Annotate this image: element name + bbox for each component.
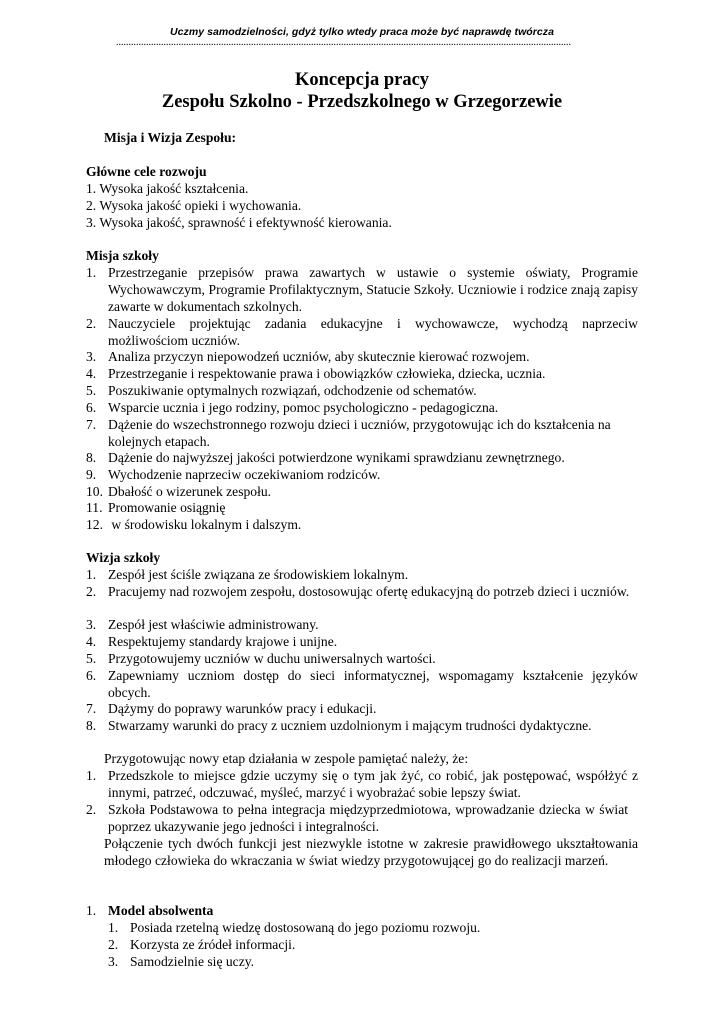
item-number: 5. — [86, 383, 97, 398]
goals-heading: Główne cele rozwoju — [86, 164, 207, 179]
item-number: 12. — [86, 517, 103, 532]
item-number: 1. — [86, 265, 97, 280]
item-text: Promowanie osiągnię — [108, 500, 226, 515]
item-number: 3. — [108, 954, 119, 969]
item-text: Nauczyciele projektując zadania edukacyjne i wychowawcze, wychodzą naprzeciw możliwościom uczniów. — [108, 316, 638, 348]
item-text: Poszukiwanie optymalnych rozwiązań, odchodzenie od schematów. — [108, 383, 477, 398]
item-text: Przestrzeganie przepisów prawa zawartych w ustawie o systemie oświaty, Programie Wychowawczym, Programie Profilaktycznym, Statucie Szkoły. Uczniowie i rodzice znają zapisy zawarte w dokumentach szkolnych. — [108, 265, 638, 314]
item-number: 6. — [86, 668, 97, 683]
new-stage-intro: Przygotowując nowy etap działania w zespole pamiętać należy, że: — [104, 751, 469, 766]
item-number: 8. — [86, 718, 97, 733]
item-text: Stwarzamy warunki do pracy z uczniem uzdolnionym i mającym trudności dydaktyczne. — [108, 718, 592, 733]
document-title: Koncepcja pracy — [294, 70, 430, 90]
header-separator: ...................................................................................................................................................................................... — [116, 38, 571, 48]
item-number: 3. — [86, 349, 97, 364]
mission-item — [86, 316, 638, 350]
goal-item: 2. Wysoka jakość opieki i wychowania. — [86, 198, 302, 213]
item-text: Szkoła Podstawowa to pełna integracja międzyprzedmiotowa, wprowadzanie dziecka w świat poprzez ukazywanie jego jedności i integralności. — [108, 802, 628, 834]
item-number: 1. — [86, 768, 97, 783]
header-motto: Uczmy samodzielności, gdyż tylko wtedy praca może być naprawdę twórcza — [170, 26, 554, 38]
item-number: 11. — [86, 500, 103, 515]
item-number: 5. — [86, 651, 97, 666]
item-number: 4. — [86, 366, 97, 381]
item-number: 2. — [108, 937, 119, 952]
item-text: Korzysta ze źródeł informacji. — [130, 937, 296, 952]
item-number: 2. — [86, 584, 97, 599]
item-text: Dążenie do najwyższej jakości potwierdzone wynikami sprawdzianu zewnętrznego. — [108, 450, 565, 465]
item-text: Przedszkole to miejsce gdzie uczymy się o tym jak żyć, co robić, jak postępować, współżyć z innymi, patrzeć, odczuwać, myśleć, marzyć i wyobrażać sobie lepszy świat. — [108, 768, 638, 800]
item-text: Zespół jest ściśle związana ze środowiskiem lokalnym. — [108, 567, 409, 582]
item-text: Przestrzeganie i respektowanie prawa i obowiązków człowieka, dziecka, ucznia. — [108, 366, 546, 381]
mission-vision-heading: Misja i Wizja Zespołu: — [104, 130, 237, 145]
item-number: 9. — [86, 467, 97, 482]
item-text: Dążymy do poprawy warunków pracy i edukacji. — [108, 701, 377, 716]
item-text: Pracujemy nad rozwojem zespołu, dostosowując ofertę edukacyjną do potrzeb dzieci i uczniów. — [108, 584, 630, 599]
item-text: Analiza przyczyn niepowodzeń uczniów, aby skutecznie kierować rozwojem. — [108, 349, 530, 364]
item-text: Dbałość o wizerunek zespołu. — [108, 484, 272, 499]
item-number: 3. — [86, 617, 97, 632]
item-text: w środowisku lokalnym i dalszym. — [108, 517, 302, 532]
mission-heading: Misja szkoły — [86, 248, 159, 263]
item-number: 10. — [86, 484, 103, 499]
item-text: Wychodzenie naprzeciw oczekiwaniom rodziców. — [108, 467, 381, 482]
vision-heading: Wizja szkoły — [86, 550, 161, 565]
item-text: Wsparcie ucznia i jego rodziny, pomoc psychologiczno - pedagogiczna. — [108, 400, 499, 415]
item-number: 4. — [86, 634, 97, 649]
item-number: 7. — [86, 417, 97, 432]
item-number: 1. — [86, 567, 97, 582]
item-text: Zespół jest właściwie administrowany. — [108, 617, 319, 632]
item-number: 8. — [86, 450, 97, 465]
document-subtitle: Zespołu Szkolno - Przedszkolnego w Grzegorzewie — [161, 92, 563, 112]
goal-item: 3. Wysoka jakość, sprawność i efektywność kierowania. — [86, 215, 392, 230]
section-heading: Model absolwenta — [108, 903, 214, 918]
item-text: Posiada rzetelną wiedzę dostosowaną do jego poziomu rozwoju. — [130, 920, 481, 935]
goal-item: 1. Wysoka jakość kształcenia. — [86, 181, 249, 196]
item-text: Respektujemy standardy krajowe i unijne. — [108, 634, 338, 649]
item-number: 1. — [86, 903, 97, 918]
item-number: 2. — [86, 802, 97, 817]
item-number: 7. — [86, 701, 97, 716]
item-text: Zapewniamy uczniom dostęp do sieci informatycznej, wspomagamy kształcenie języków obcych. — [108, 668, 638, 700]
new-stage-conclusion: Połączenie tych dwóch funkcji jest niezwykle istotne w zakresie prawidłowego ukształtowania młodego człowieka do wkraczania w świat wiedzy przygotowującej go do realizacji marzeń. — [104, 836, 638, 868]
item-number: 6. — [86, 400, 97, 415]
item-number: 1. — [108, 920, 119, 935]
item-text: Dążenie do wszechstronnego rozwoju dzieci i uczniów, przygotowując ich do kształcenia na kolejnych etapach. — [108, 417, 611, 449]
item-text: Przygotowujemy uczniów w duchu uniwersalnych wartości. — [108, 651, 436, 666]
item-number: 2. — [86, 316, 97, 331]
item-text: Samodzielnie się uczy. — [130, 954, 255, 969]
mission-item — [86, 265, 638, 316]
